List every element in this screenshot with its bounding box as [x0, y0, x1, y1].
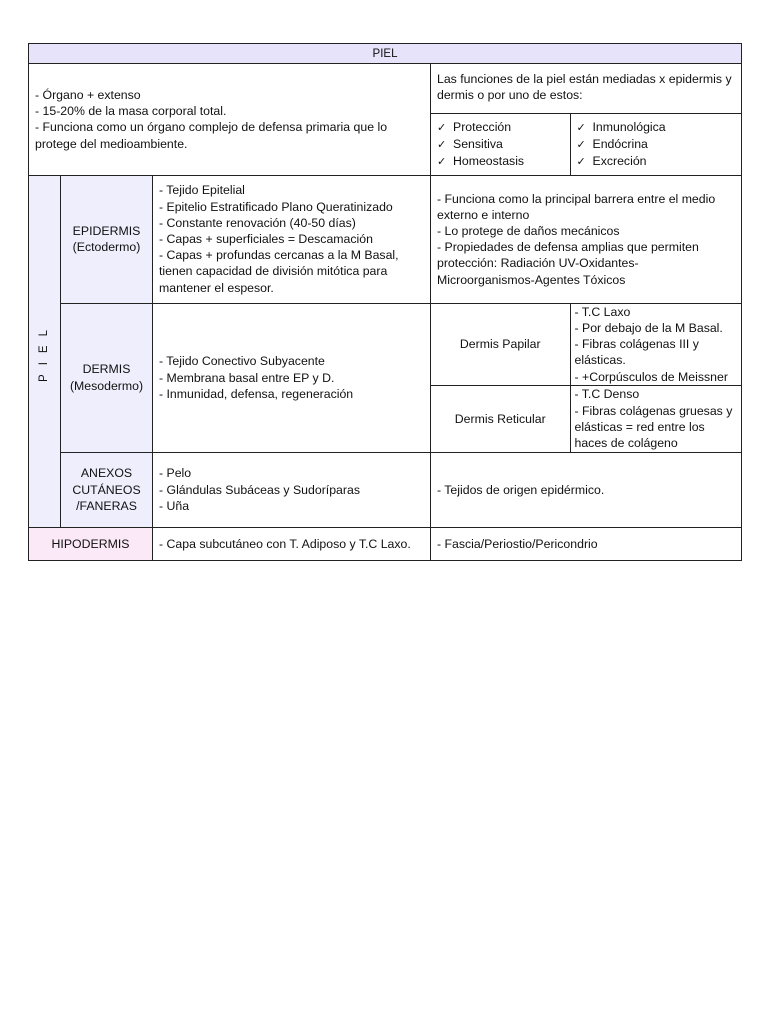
epidermis-functions: [431, 175, 742, 303]
function-check-item: ✓ Excreción: [577, 153, 736, 170]
feature-line: - Capas + superficiales = Descamación: [159, 232, 373, 246]
function-check-item: ✓ Protección: [437, 119, 564, 136]
feature-line: - Membrana basal entre EP y D.: [159, 370, 335, 385]
piel-table: [28, 43, 742, 561]
feature-line: - Constante renovación (40-50 días): [159, 215, 356, 230]
feature-line: - Tejido Epitelial: [159, 183, 245, 198]
epidermis-name: EPIDERMIS: [72, 223, 141, 238]
function-line: - Funciona como la principal barrera entre el medio externo e interno: [437, 191, 716, 222]
anexos-line: - Glándulas Subáceas y Sudoríparas: [159, 482, 360, 497]
feature-line: - Tejido Conectivo Subyacente: [159, 354, 325, 369]
intro-line: - Funciona como un órgano complejo de defensa primaria que lo protege del medioambiente.: [35, 120, 388, 151]
intro-summary: [29, 64, 431, 176]
papilar-line: - +Corpúsculos de Meissner: [574, 369, 728, 384]
dermis-reticular-items: [570, 386, 741, 452]
table-title: PIEL: [29, 44, 742, 64]
dermis-origin: (Mesodermo): [69, 378, 144, 393]
function-line: - Lo protege de daños mecánicos: [437, 223, 620, 238]
function-check-item: ✓ Sensitiva: [437, 136, 564, 153]
anexos-label: [61, 452, 153, 527]
anexos-name-line: CUTÁNEOS: [72, 482, 141, 497]
dermis-layers: [431, 303, 742, 452]
function-line: - Propiedades de defensa amplias que permiten protección: Radiación UV-Oxidantes-Microorganismos-Agentes Tóxicos: [437, 240, 699, 287]
anexos-note: - Tejidos de origen epidérmico.: [431, 452, 742, 527]
papilar-line: - T.C Laxo: [574, 304, 631, 319]
epidermis-features: [153, 175, 431, 303]
dermis-papilar-items: [570, 304, 741, 386]
feature-line: - Capas + profundas cercanas a la M Basal, tienen capacidad de división mitótica para mantener el espesor.: [159, 248, 399, 295]
functions-cell: [431, 64, 742, 176]
intro-line: - 15-20% de la masa corporal total.: [35, 104, 227, 119]
dermis-name: DERMIS: [82, 362, 131, 377]
dermis-features: [153, 303, 431, 452]
hipodermis-label: HIPODERMIS: [29, 527, 153, 560]
functions-intro: Las funciones de la piel están mediadas x epidermis y dermis o por uno de estos:: [431, 64, 741, 114]
piel-side-label: [29, 175, 61, 527]
anexos-line: - Uña: [159, 498, 190, 513]
anexos-line: - Pelo: [159, 466, 192, 481]
anexos-name-line: /FANERAS: [76, 498, 137, 513]
papilar-line: - Por debajo de la M Basal.: [574, 321, 723, 336]
anexos-name-line: ANEXOS: [80, 466, 133, 481]
intro-line: - Órgano + extenso: [35, 87, 141, 102]
dermis-layers-grid: [431, 304, 741, 452]
reticular-line: - T.C Denso: [574, 387, 640, 402]
epidermis-label: [61, 175, 153, 303]
function-check-item: ✓ Endócrina: [577, 136, 736, 153]
dermis-reticular-name: Dermis Reticular: [431, 386, 570, 452]
dermis-label: [61, 303, 153, 452]
dermis-papilar-name: Dermis Papilar: [459, 337, 541, 352]
functions-grid: [431, 114, 741, 175]
hipodermis-note: - Fascia/Periostio/Pericondrio: [431, 527, 742, 560]
epidermis-origin: (Ectodermo): [72, 240, 141, 255]
piel-vertical-text: PIEL: [38, 320, 51, 382]
anexos-items: [153, 452, 431, 527]
reticular-line: - Fibras colágenas gruesas y elásticas = red entre los haces de colágeno: [574, 403, 733, 451]
function-check-item: ✓ Homeostasis: [437, 153, 564, 170]
feature-line: - Epitelio Estratificado Plano Queratinizado: [159, 199, 393, 214]
hipodermis-description: - Capa subcutáneo con T. Adiposo y T.C Laxo.: [153, 527, 431, 560]
papilar-line: - Fibras colágenas III y elásticas.: [574, 337, 699, 368]
function-check-item: ✓ Inmunológica: [577, 119, 736, 136]
feature-line: - Inmunidad, defensa, regeneración: [159, 386, 354, 401]
